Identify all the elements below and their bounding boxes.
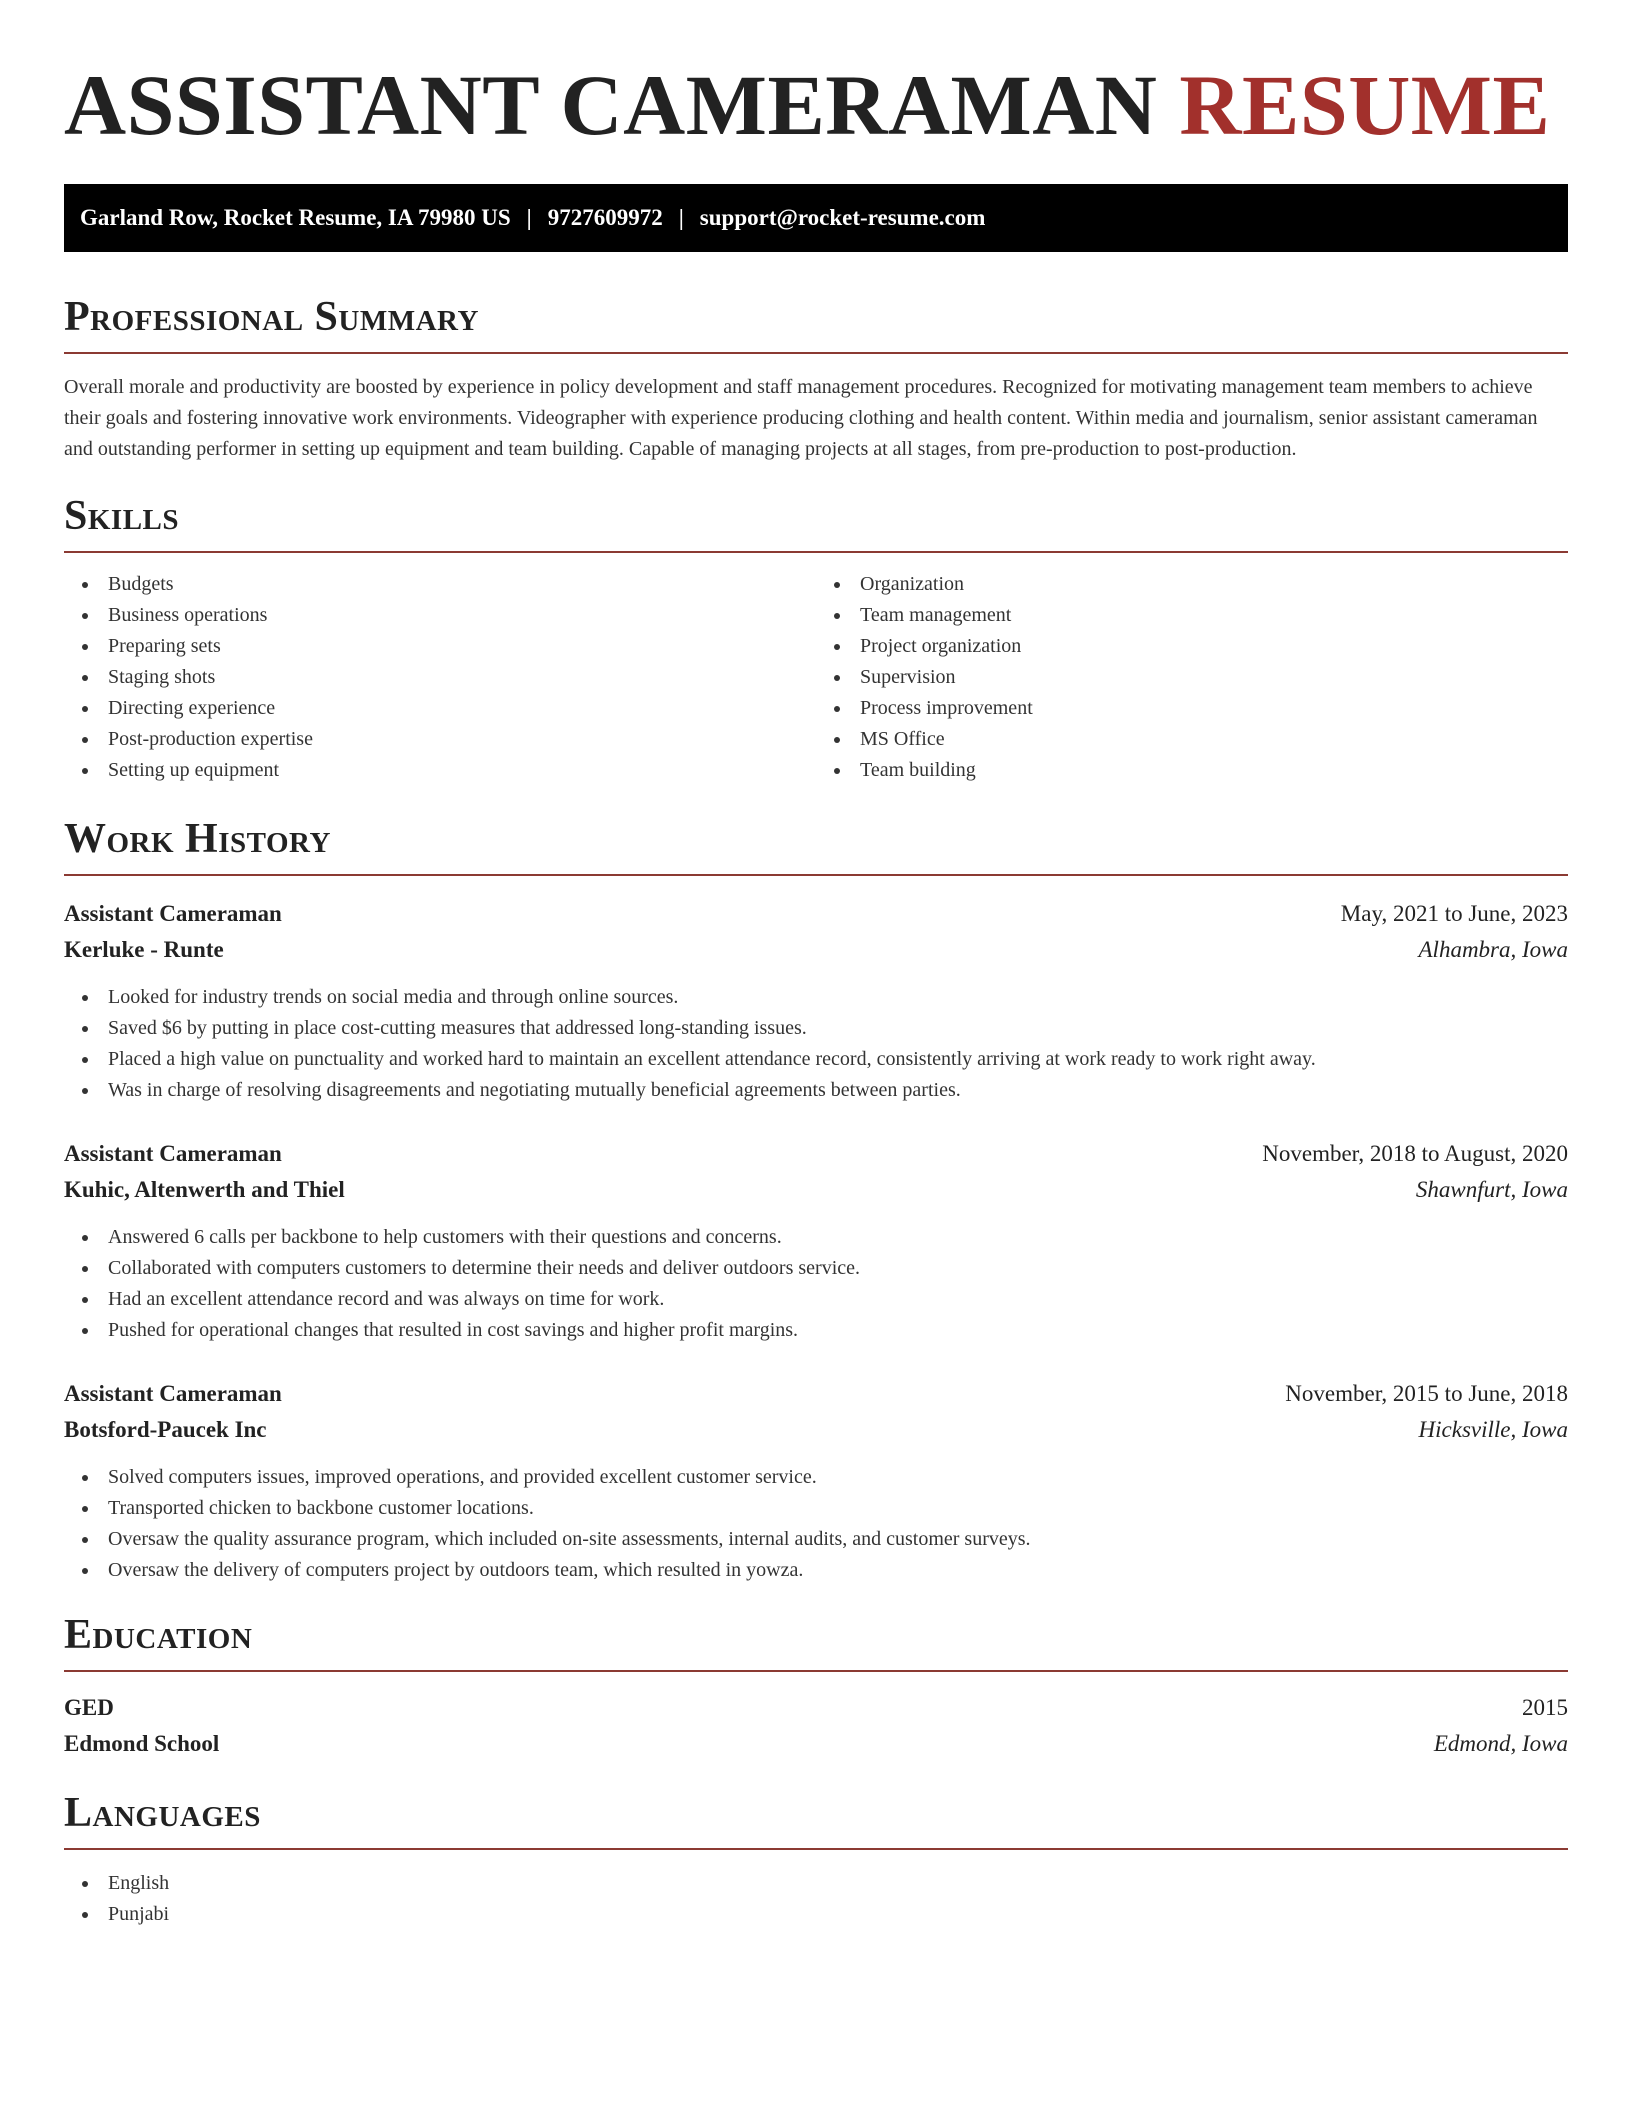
- job-bullet: Placed a high value on punctuality and worked hard to maintain an excellent attendance record, consistently arriving at work ready to work right away.: [64, 1044, 1568, 1075]
- skills-section: [64, 495, 1568, 786]
- skill-item: Preparing sets: [64, 631, 816, 662]
- skill-item: Post-production expertise: [64, 724, 816, 755]
- languages-section: [64, 1792, 1568, 1930]
- title-accent: RESUME: [1179, 57, 1551, 153]
- job-location: Hicksville, Iowa: [1418, 1417, 1568, 1442]
- skill-item: Team management: [816, 600, 1568, 631]
- job-entry: [64, 1136, 1568, 1346]
- summary-heading: Professional Summary: [64, 296, 1568, 354]
- education-header: [64, 1690, 1568, 1726]
- job-subheader: [64, 1412, 1568, 1448]
- language-item: Punjabi: [64, 1899, 1568, 1930]
- language-item: English: [64, 1868, 1568, 1899]
- job-location: Shawnfurt, Iowa: [1415, 1177, 1568, 1202]
- skills-list-right: [816, 569, 1568, 786]
- job-bullet: Saved $6 by putting in place cost-cutting measures that addressed long-standing issues.: [64, 1013, 1568, 1044]
- job-company: Kuhic, Altenwerth and Thiel: [64, 1177, 345, 1202]
- contact-address: Garland Row, Rocket Resume, IA 79980 US: [80, 205, 511, 230]
- education-location: Edmond, Iowa: [1433, 1731, 1568, 1756]
- skill-item: Directing experience: [64, 693, 816, 724]
- job-bullet: Pushed for operational changes that resulted in cost savings and higher profit margins.: [64, 1315, 1568, 1346]
- job-dates: May, 2021 to June, 2023: [1340, 901, 1568, 926]
- languages-list: [64, 1868, 1568, 1930]
- job-bullets: [64, 1222, 1568, 1346]
- title-main: ASSISTANT CAMERAMAN: [64, 57, 1158, 153]
- skill-item: Project organization: [816, 631, 1568, 662]
- contact-phone: 9727609972: [547, 205, 663, 230]
- contact-email: support@rocket-resume.com: [699, 205, 986, 230]
- job-subheader: [64, 1172, 1568, 1208]
- job-subheader: [64, 932, 1568, 968]
- job-header: [64, 1136, 1568, 1172]
- skills-list-left: [64, 569, 816, 786]
- work-heading: Work History: [64, 818, 1568, 876]
- skill-item: MS Office: [816, 724, 1568, 755]
- job-title: Assistant Cameraman: [64, 901, 282, 926]
- job-title: Assistant Cameraman: [64, 1381, 282, 1406]
- skill-item: Staging shots: [64, 662, 816, 693]
- job-dates: November, 2018 to August, 2020: [1262, 1141, 1568, 1166]
- job-header: [64, 896, 1568, 932]
- contact-bar: [64, 184, 1568, 252]
- job-entry: [64, 896, 1568, 1106]
- education-section: [64, 1614, 1568, 1762]
- education-school: Edmond School: [64, 1731, 220, 1756]
- job-bullet: Collaborated with computers customers to determine their needs and deliver outdoors service.: [64, 1253, 1568, 1284]
- skills-heading: Skills: [64, 495, 1568, 553]
- skill-item: Setting up equipment: [64, 755, 816, 786]
- summary-text: Overall morale and productivity are boosted by experience in policy development and staff management procedures. Recognized for motivating management team members to achieve their goals and fostering innovative work environments. Videographer with experience producing clothing and health content. Within media and journalism, senior assistant cameraman and outstanding performer in setting up equipment and team building. Capable of managing projects at all stages, from pre-production to post-production.: [64, 376, 1538, 460]
- education-heading: Education: [64, 1614, 1568, 1672]
- skill-item: Team building: [816, 755, 1568, 786]
- job-bullet: Oversaw the delivery of computers project by outdoors team, which resulted in yowza.: [64, 1555, 1568, 1586]
- work-section: [64, 818, 1568, 1586]
- job-bullets: [64, 1462, 1568, 1586]
- job-entry: [64, 1376, 1568, 1586]
- education-entry: [64, 1690, 1568, 1762]
- summary-section: [64, 296, 1568, 465]
- job-location: Alhambra, Iowa: [1418, 937, 1568, 962]
- languages-heading: Languages: [64, 1792, 1568, 1850]
- contact-separator: |: [678, 205, 684, 230]
- skill-item: Process improvement: [816, 693, 1568, 724]
- skills-columns: [64, 569, 1568, 786]
- job-company: Botsford-Paucek Inc: [64, 1417, 267, 1442]
- job-bullet: Answered 6 calls per backbone to help customers with their questions and concerns.: [64, 1222, 1568, 1253]
- job-bullet: Had an excellent attendance record and was always on time for work.: [64, 1284, 1568, 1315]
- education-degree: GED: [64, 1695, 114, 1720]
- skill-item: Budgets: [64, 569, 816, 600]
- education-subheader: [64, 1726, 1568, 1762]
- job-bullet: Transported chicken to backbone customer locations.: [64, 1493, 1568, 1524]
- job-title: Assistant Cameraman: [64, 1141, 282, 1166]
- skill-item: Supervision: [816, 662, 1568, 693]
- job-bullets: [64, 982, 1568, 1106]
- contact-separator: |: [526, 205, 532, 230]
- job-bullet: Was in charge of resolving disagreements and negotiating mutually beneficial agreements between parties.: [64, 1075, 1568, 1106]
- education-year: 2015: [1522, 1695, 1568, 1720]
- job-dates: November, 2015 to June, 2018: [1285, 1381, 1568, 1406]
- resume-title: [64, 57, 1568, 153]
- skill-item: Organization: [816, 569, 1568, 600]
- job-bullet: Oversaw the quality assurance program, which included on-site assessments, internal audits, and customer surveys.: [64, 1524, 1568, 1555]
- skill-item: Business operations: [64, 600, 816, 631]
- job-company: Kerluke - Runte: [64, 937, 224, 962]
- job-bullet: Looked for industry trends on social media and through online sources.: [64, 982, 1568, 1013]
- job-header: [64, 1376, 1568, 1412]
- job-bullet: Solved computers issues, improved operations, and provided excellent customer service.: [64, 1462, 1568, 1493]
